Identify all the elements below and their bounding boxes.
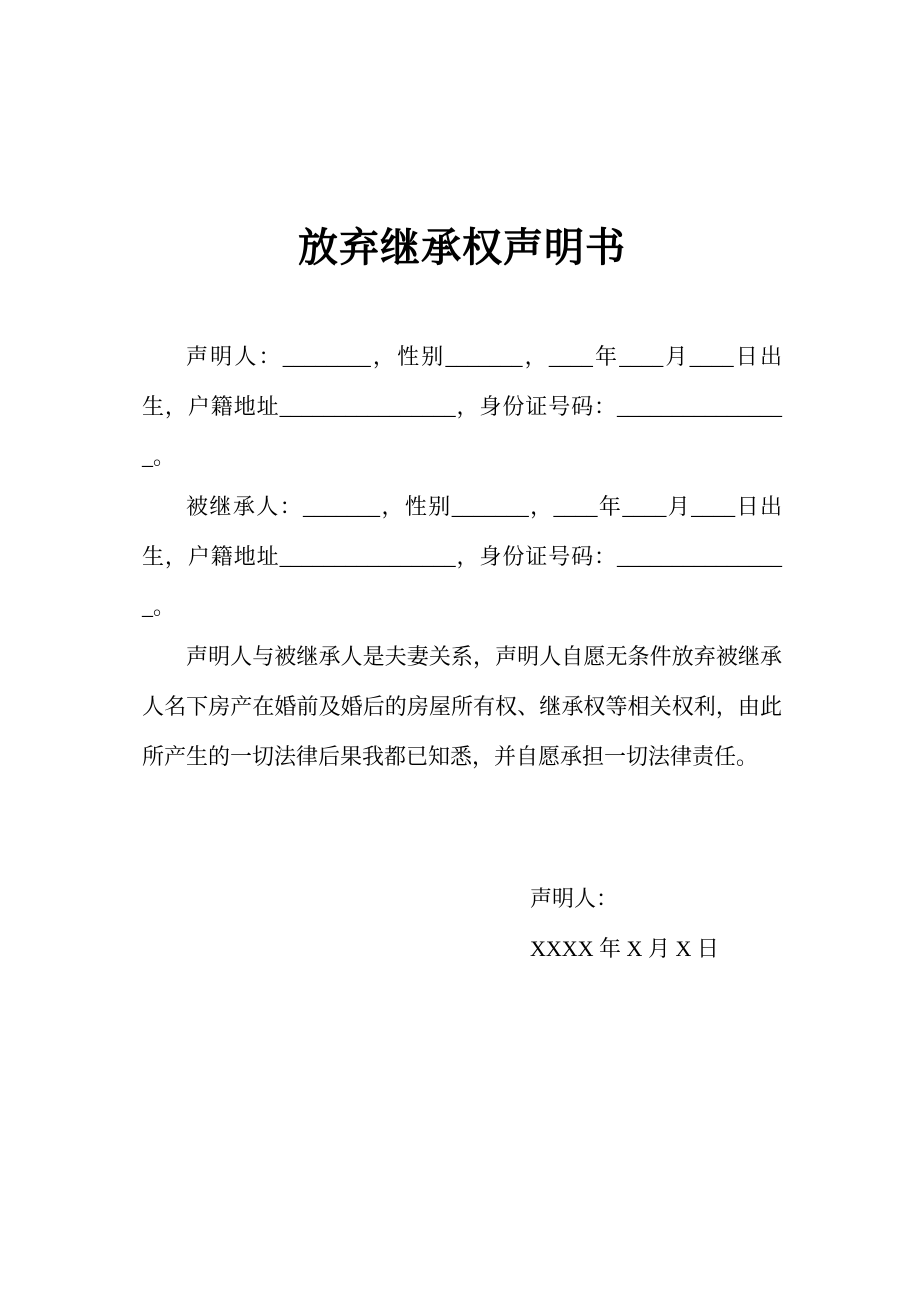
signature-date: XXXX 年 X 月 X 日 (530, 936, 719, 961)
declaration-statement-paragraph: 声明人与被继承人是夫妻关系，声明人自愿无条件放弃被继承人名下房产在婚前及婚后的房屋所有权、继承权等相关权利，由此所产生的一切法律后果我都已知悉，并自愿承担一切法律责任。 (142, 644, 782, 769)
signature-label: 声明人： (530, 886, 619, 911)
document-body (142, 332, 782, 782)
decedent-info-paragraph: 被继承人：_______，性别_______，____年____月____日出生，户籍地址________________，身份证号码：________________。 (142, 494, 782, 619)
document-title: 放弃继承权声明书 (298, 225, 626, 270)
signature-block (530, 874, 782, 974)
declarant-info-paragraph: 声明人：________，性别_______，____年____月____日出生，户籍地址________________，身份证号码：________________。 (142, 344, 782, 469)
